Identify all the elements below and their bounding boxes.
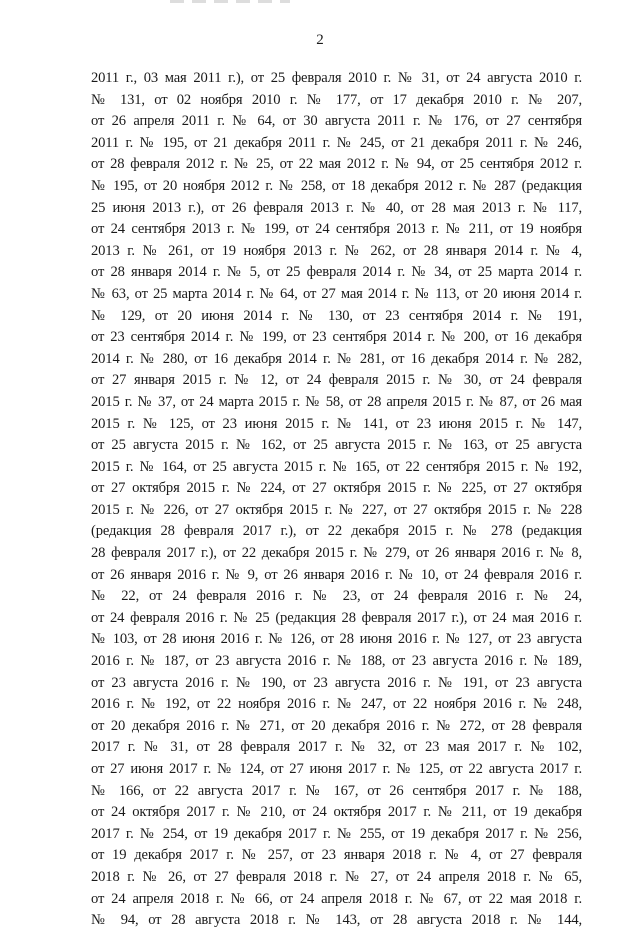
text-line: от 25 августа 2015 г. № 162, от 25 августа 2015 г. № 163, от 25 августа [91, 437, 582, 454]
text-line: 28 февраля 2017 г.), от 22 декабря 2015 г. № 279, от 26 января 2016 г. № 8, [91, 545, 582, 562]
text-line: 2015 г. № 226, от 27 октября 2015 г. № 227, от 27 октября 2015 г. № 228 [91, 501, 582, 518]
text-line: от 24 сентября 2013 г. № 199, от 24 сентября 2013 г. № 211, от 19 ноября [91, 221, 582, 238]
text-line: № 131, от 02 ноября 2010 г. № 177, от 17 декабря 2010 г. № 207, [91, 91, 582, 108]
text-line: от 24 апреля 2018 г. № 66, от 24 апреля 2018 г. № 67, от 22 мая 2018 г. [91, 890, 582, 907]
text-line: от 24 октября 2017 г. № 210, от 24 октября 2017 г. № 211, от 19 декабря [91, 804, 582, 821]
text-line: от 23 августа 2016 г. № 190, от 23 августа 2016 г. № 191, от 23 августа [91, 674, 582, 691]
text-line: от 23 сентября 2014 г. № 199, от 23 сентября 2014 г. № 200, от 16 декабря [91, 329, 582, 346]
text-line: 2017 г. № 254, от 19 декабря 2017 г. № 255, от 19 декабря 2017 г. № 256, [91, 825, 582, 842]
text-line: 2011 г., 03 мая 2011 г.), от 25 февраля 2010 г. № 31, от 24 августа 2010 г. [91, 70, 582, 86]
text-line: 2016 г. № 187, от 23 августа 2016 г. № 188, от 23 августа 2016 г. № 189, [91, 653, 582, 670]
text-line: от 19 декабря 2017 г. № 257, от 23 января 2018 г. № 4, от 27 февраля [91, 847, 582, 864]
page-number: 2 [316, 32, 324, 48]
text-line: 2015 г. № 164, от 25 августа 2015 г. № 165, от 22 сентября 2015 г. № 192, [91, 458, 582, 475]
text-line: от 28 января 2014 г. № 5, от 25 февраля 2014 г. № 34, от 25 марта 2014 г. [91, 264, 582, 281]
text-line: от 27 января 2015 г. № 12, от 24 февраля 2015 г. № 30, от 24 февраля [91, 372, 582, 389]
text-line: от 27 июня 2017 г. № 124, от 27 июня 2017 г. № 125, от 22 августа 2017 г. [91, 761, 582, 777]
text-line: 2015 г. № 37, от 24 марта 2015 г. № 58, от 28 апреля 2015 г. № 87, от 26 мая [91, 393, 582, 410]
body-text [91, 68, 582, 932]
scan-artifact [170, 0, 290, 3]
text-line: от 24 февраля 2016 г. № 25 (редакция 28 февраля 2017 г.), от 24 мая 2016 г. [91, 609, 582, 626]
text-line: № 22, от 24 февраля 2016 г. № 23, от 24 февраля 2016 г. № 24, [91, 588, 582, 605]
text-line: 2011 г. № 195, от 21 декабря 2011 г. № 245, от 21 декабря 2011 г. № 246, [91, 134, 582, 151]
text-line: № 166, от 22 августа 2017 г. № 167, от 26 сентября 2017 г. № 188, [91, 782, 582, 799]
text-line: 25 июня 2013 г.), от 26 февраля 2013 г. № 40, от 28 мая 2013 г. № 117, [91, 199, 582, 216]
text-line: № 103, от 28 июня 2016 г. № 126, от 28 июня 2016 г. № 127, от 23 августа [91, 631, 582, 648]
text-line: 2015 г. № 125, от 23 июня 2015 г. № 141, от 23 июня 2015 г. № 147, [91, 415, 582, 432]
text-line: от 27 октября 2015 г. № 224, от 27 октября 2015 г. № 225, от 27 октября [91, 480, 582, 497]
text-line: 2017 г. № 31, от 28 февраля 2017 г. № 32, от 23 мая 2017 г. № 102, [91, 739, 582, 756]
text-line: № 94, от 28 августа 2018 г. № 143, от 28 августа 2018 г. № 144, [91, 912, 582, 929]
text-line: (редакция 28 февраля 2017 г.), от 22 декабря 2015 г. № 278 (редакция [91, 523, 582, 540]
text-line: 2018 г. № 26, от 27 февраля 2018 г. № 27, от 24 апреля 2018 г. № 65, [91, 868, 582, 885]
text-line: от 28 февраля 2012 г. № 25, от 22 мая 2012 г. № 94, от 25 сентября 2012 г. [91, 156, 582, 173]
text-line: № 129, от 20 июня 2014 г. № 130, от 23 сентября 2014 г. № 191, [91, 307, 582, 324]
text-line: 2016 г. № 192, от 22 ноября 2016 г. № 247, от 22 ноября 2016 г. № 248, [91, 696, 582, 713]
text-line: № 195, от 20 ноября 2012 г. № 258, от 18 декабря 2012 г. № 287 (редакция [91, 177, 582, 194]
text-line: от 20 декабря 2016 г. № 271, от 20 декабря 2016 г. № 272, от 28 февраля [91, 717, 582, 734]
text-line: от 26 января 2016 г. № 9, от 26 января 2016 г. № 10, от 24 февраля 2016 г. [91, 566, 582, 583]
text-line: от 26 апреля 2011 г. № 64, от 30 августа 2011 г. № 176, от 27 сентября [91, 113, 582, 130]
text-line: 2014 г. № 280, от 16 декабря 2014 г. № 281, от 16 декабря 2014 г. № 282, [91, 350, 582, 367]
text-line: № 63, от 25 марта 2014 г. № 64, от 27 мая 2014 г. № 113, от 20 июня 2014 г. [91, 285, 582, 302]
text-line: 2013 г. № 261, от 19 ноября 2013 г. № 262, от 28 января 2014 г. № 4, [91, 242, 582, 259]
